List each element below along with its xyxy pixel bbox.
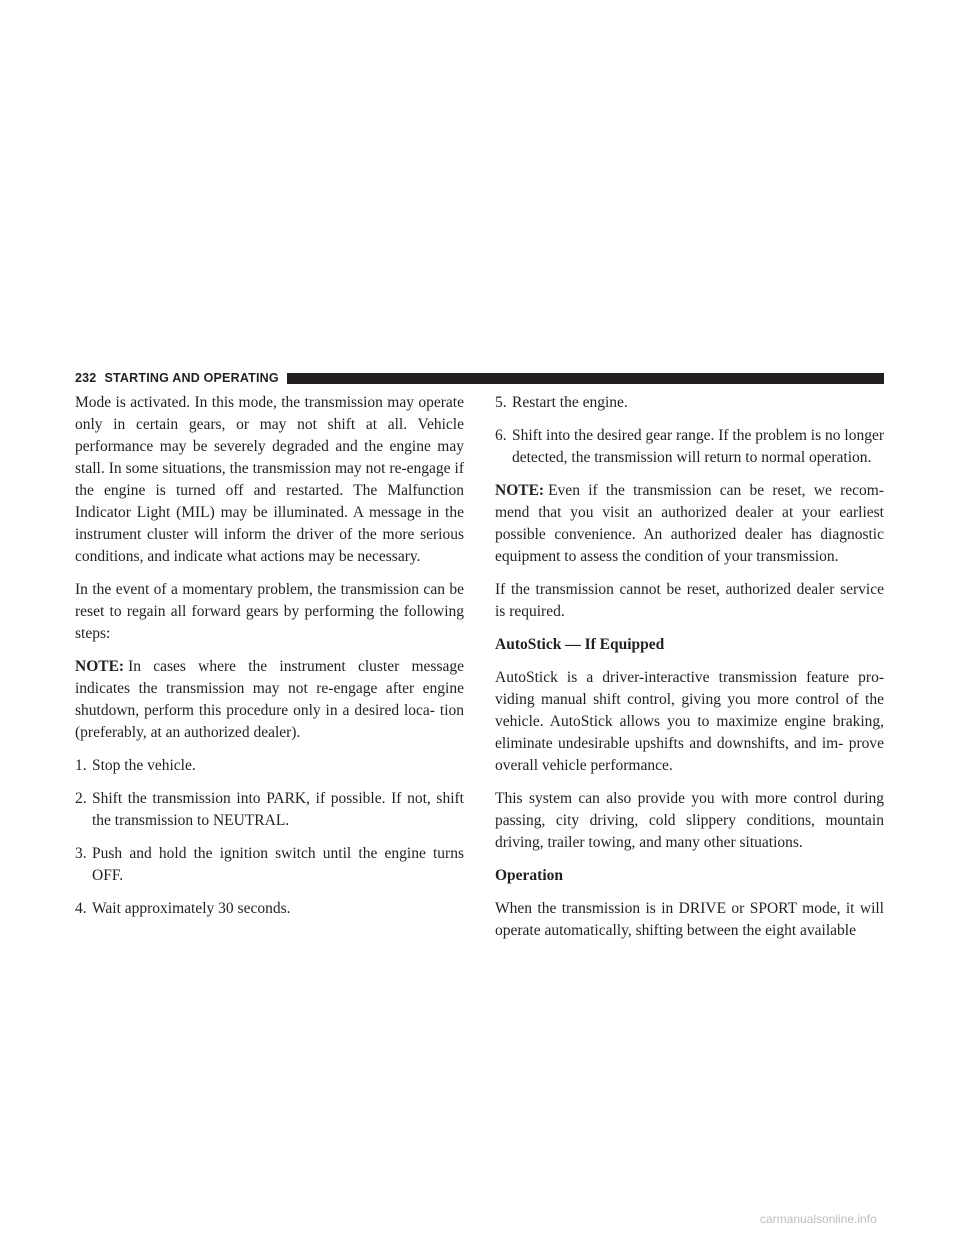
note-paragraph bbox=[75, 656, 464, 744]
page-header bbox=[75, 370, 884, 386]
note-text: Even if the transmission can be reset, we recom- mend that you visit an authorized dealer at your earliest possible convenience. An authorized dealer has diagnostic equipment to assess the condition of your transmission. bbox=[495, 482, 884, 565]
list-item bbox=[75, 755, 464, 777]
step-number: 3. bbox=[75, 845, 87, 862]
section-title: STARTING AND OPERATING bbox=[104, 371, 279, 385]
step-number: 2. bbox=[75, 790, 87, 807]
step-text: Push and hold the ignition switch until the engine turns OFF. bbox=[92, 845, 464, 884]
paragraph-mode: Mode is activated. In this mode, the transmission may operate only in certain gears, or may not shift at all. Vehicle performance may be severely degraded and the engine may stall. In some situations, the transmission may not re-engage if the engine is turned off and restarted. The Malfunction Indicator Light (MIL) may be illuminated. A message in the instrument cluster will inform the driver of the more serious conditions, and indicate what actions may be necessary. bbox=[75, 394, 464, 565]
step-number: 1. bbox=[75, 757, 87, 774]
step-number: 5. bbox=[495, 394, 507, 411]
note-paragraph bbox=[495, 480, 884, 568]
note-label: NOTE: bbox=[495, 482, 545, 499]
step-number: 6. bbox=[495, 427, 507, 444]
heading-autostick: AutoStick — If Equipped bbox=[495, 636, 665, 653]
left-column bbox=[75, 392, 464, 931]
step-text: Wait approximately 30 seconds. bbox=[92, 900, 291, 917]
step-text: Shift into the desired gear range. If the problem is no longer detected, the transmission will return to normal operation. bbox=[512, 427, 884, 466]
step-text: Shift the transmission into PARK, if possible. If not, shift the transmission to NEUTRAL. bbox=[92, 790, 464, 829]
heading-operation: Operation bbox=[495, 867, 564, 884]
paragraph-momentary-problem: In the event of a momentary problem, the transmission can be reset to regain all forward gears by performing the following steps: bbox=[75, 581, 464, 642]
note-label: NOTE: bbox=[75, 658, 125, 675]
step-number: 4. bbox=[75, 900, 87, 917]
step-text: Restart the engine. bbox=[512, 394, 628, 411]
header-rule bbox=[287, 373, 884, 384]
watermark: carmanualsonline.info bbox=[760, 1212, 877, 1226]
list-item bbox=[495, 392, 884, 414]
note-text: In cases where the instrument cluster message indicates the transmission may not re-engage after engine shutdown, perform this procedure only in a desired loca- tion (preferably, at an authorized dealer). bbox=[75, 658, 464, 741]
paragraph-autostick-control: This system can also provide you with more control during passing, city driving, cold slippery conditions, mountain driving, trailer towing, and many other situations. bbox=[495, 790, 884, 851]
paragraph-operation: When the transmission is in DRIVE or SPORT mode, it will operate automatically, shifting between the eight available bbox=[495, 900, 884, 939]
step-text: Stop the vehicle. bbox=[92, 757, 196, 774]
list-item bbox=[75, 788, 464, 832]
right-column bbox=[495, 392, 884, 953]
paragraph-reset: If the transmission cannot be reset, authorized dealer service is required. bbox=[495, 581, 884, 620]
list-item bbox=[75, 898, 464, 920]
paragraph-autostick-description: AutoStick is a driver-interactive transmission feature pro- viding manual shift control, giving you more control of the vehicle. AutoStick allows you to maximize engine braking, eliminate undesirable upshifts and downshifts, and im- prove overall vehicle performance. bbox=[495, 669, 884, 774]
page-number: 232 bbox=[75, 371, 97, 385]
list-item bbox=[75, 843, 464, 887]
list-item bbox=[495, 425, 884, 469]
